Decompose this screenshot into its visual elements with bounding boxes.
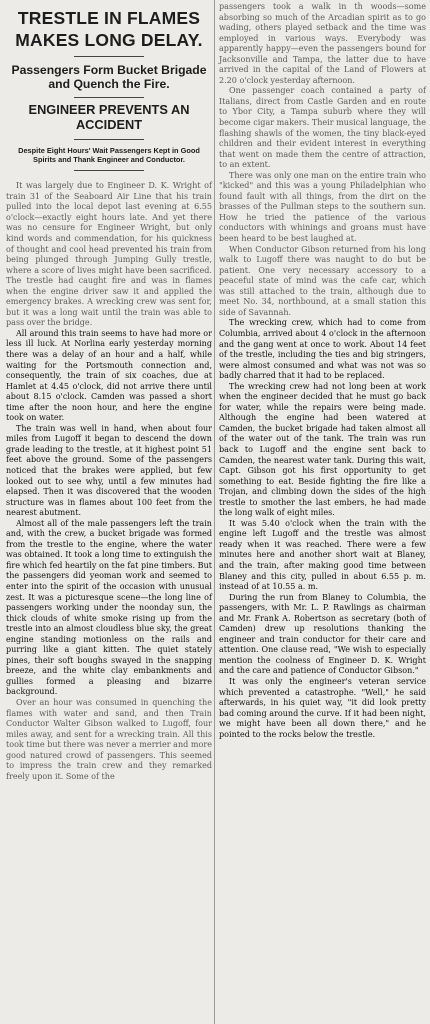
divider xyxy=(74,56,144,57)
paragraph: It was only the engineer's veteran service which prevented a catastrophe. "Well," he said afterwards, in his quiet way, "it did look pretty bad coming around the curve. If it had been night, we might have been all down there," and he pointed to the rocks below the trestle. xyxy=(219,677,426,739)
paragraph: When Conductor Gibson returned from his long walk to Lugoff there was naught to do but be patient. One very necessary accessory to a peaceful state of mind was the cafe car, which was still attached to the train, although due to meet No. 34, northbound, at a small station this side of Savannah. xyxy=(219,244,426,317)
paragraph: During the run from Blaney to Columbia, the passengers, with Mr. L. P. Rawlings as chairman and Mr. Frank A. Robertson as secretary (both of Camden) drew up resolutions thanking the engineer and train conductor for their care and attention. One clause read, "We wish to especially mention the coolness of Engineer D. K. Wright and the care and patience of Conductor Gibson." xyxy=(219,592,426,676)
subheadline-eight-hours: Despite Eight Hours' Wait Passengers Kept in Good Spirits and Thank Engineer and Conductor. xyxy=(18,145,200,164)
paragraph: The wrecking crew, which had to come from Columbia, arrived about 4 o'clock in the afternoon and the gang went at once to work. About 14 feet of the trestle, including the ties and big stringers, were almost consumed and what was not was so badly charred that it had to be replaced. xyxy=(219,318,426,381)
divider xyxy=(74,170,144,171)
divider xyxy=(74,97,144,98)
paragraph: The train was well in hand, when about four miles from Lugoff it began to descend the down grade leading to the trestle, at it highest point 51 feet above the ground. Some of the passengers noticed that the brakes were applied, but few looked out to see why, until a few minutes had elapsed. Then it was discovered that the wooden structure was in flames about 100 feet from the nearest abutment. xyxy=(6,423,212,518)
right-column xyxy=(219,0,426,1024)
paragraph: It was largely due to Engineer D. K. Wright of train 31 of the Seaboard Air Line that his train pulled into the local depot last evening at 6.55 o'clock—exactly eight hours late. And yet there was no censure for Engineer Wright, but only kind words and commendation, for his quickness of thought and cool head prevented his train from being plunged through Jumping Gully trestle, where a score of lives might have been sacrificed. The trestle had caught fire and was in flames when the engine driver saw it and applied the emergency brakes. A wrecking crew was sent for, but it was a long wait until the train was able to pass over the bridge. xyxy=(6,181,212,328)
headline-line-2: MAKES LONG DELAY. xyxy=(15,30,203,51)
divider xyxy=(74,139,144,140)
paragraph: The wrecking crew had not long been at work when the engineer decided that he must go back for water, while the repairs were being made. Although the engine had been watered at Camden, the bucket brigade had taken almost all of the water out of the tank. The train was run back to Lugoff and the engine sent back to Camden, the nearest water tank. During this wait, Capt. Gibson got his first opportunity to get something to eat. Beside fighting the fire like a Trojan, and climbing down the sides of the high trestle to smother the last embers, he had made the long walk of eight miles. xyxy=(219,381,426,518)
left-column-body xyxy=(6,181,212,782)
paragraph: It was 5.40 o'clock when the train with the engine left Lugoff and the trestle was almost ready when it was reached. There were a few minutes here and another short wait at Blaney, and the train, after making good time between Blaney and this city, pulled in about 6.55 p. m. instead of at 10.55 a. m. xyxy=(219,518,426,592)
paragraph: There was only one man on the entire train who "kicked" and this was a young Philadelphian who found fault with all things, from the dirt on the brasses of the Pullman steps to the southern sun. How he tried the patience of the various conductors with whinings and groans must have been heard to be best laughed at. xyxy=(219,170,426,244)
paragraph: All around this train seems to have had more or less ill luck. At Norlina early yesterday morning there was a delay of an hour and a half, while waiting for the Portsmouth connection and, consequently, the train of six coaches, due at Hamlet at 4.45 o'clock, did not arrive there until about 8.15 o'clock. Camden was passed a short time after the noon hour, and here the engine took on water. xyxy=(6,328,212,423)
paragraph: One passenger coach contained a party of Italians, direct from Castle Garden and en route to Ybor City, a Tampa suburb where they will become cigar makers. Their musical language, the flashing shawls of the women, the tiny black-eyed children and their evident interest in everything that went on made them the centre of attraction, to an extent. xyxy=(219,86,426,170)
paragraph: Over an hour was consumed in quenching the flames with water and sand, and then Train Conductor Walter Gibson walked to Lugoff, four miles away, and sent for a wrecking train. All this took time but there was never a merrier and more good natured crowd of passengers. This seemed to impress the train crew and they remarked freely upon it. Some of the xyxy=(6,698,212,781)
column-divider xyxy=(214,0,215,1024)
paragraph: Almost all of the male passengers left the train and, with the crew, a bucket brigade was formed from the trestle to the engine, where the water was obtained. It took a long time to extinguish the fire which fed heartily on the fat pine timbers. But the passengers did yeoman work and seemed to enter into the spirit of the occasion with unusual zest. It was a picturesque scene—the long line of passengers working under the noonday sun, the thick clouds of white smoke rising up from the trestle into an almost cloudless blue sky, the great engine standing motionless on the rails and purring like a giant kitten. The quiet stately pines, their soft boughs swayed in the snapping breeze, and the white clay embankments and gullies formed a pleasing and bizarre background. xyxy=(6,518,212,697)
headline-line-1: TRESTLE IN FLAMES xyxy=(17,8,201,28)
paragraph: passengers took a walk in th woods—some absorbing so much of the Arcadian spirit as to go wading, others played setback and the time was employed in various ways. Everybody was apparently happy—even the passengers bound for Jacksonville and Tampa, the latter due to have arrived in the capital of the Land of Flowers at 2.20 o'clock yesterday afternoon. xyxy=(219,2,426,85)
subheadline-engineer: ENGINEER PREVENTS AN ACCIDENT xyxy=(28,102,190,133)
left-column xyxy=(6,0,212,1024)
subheadline-bucket-brigade: Passengers Form Bucket Brigade and Quench the Fire. xyxy=(11,63,207,92)
